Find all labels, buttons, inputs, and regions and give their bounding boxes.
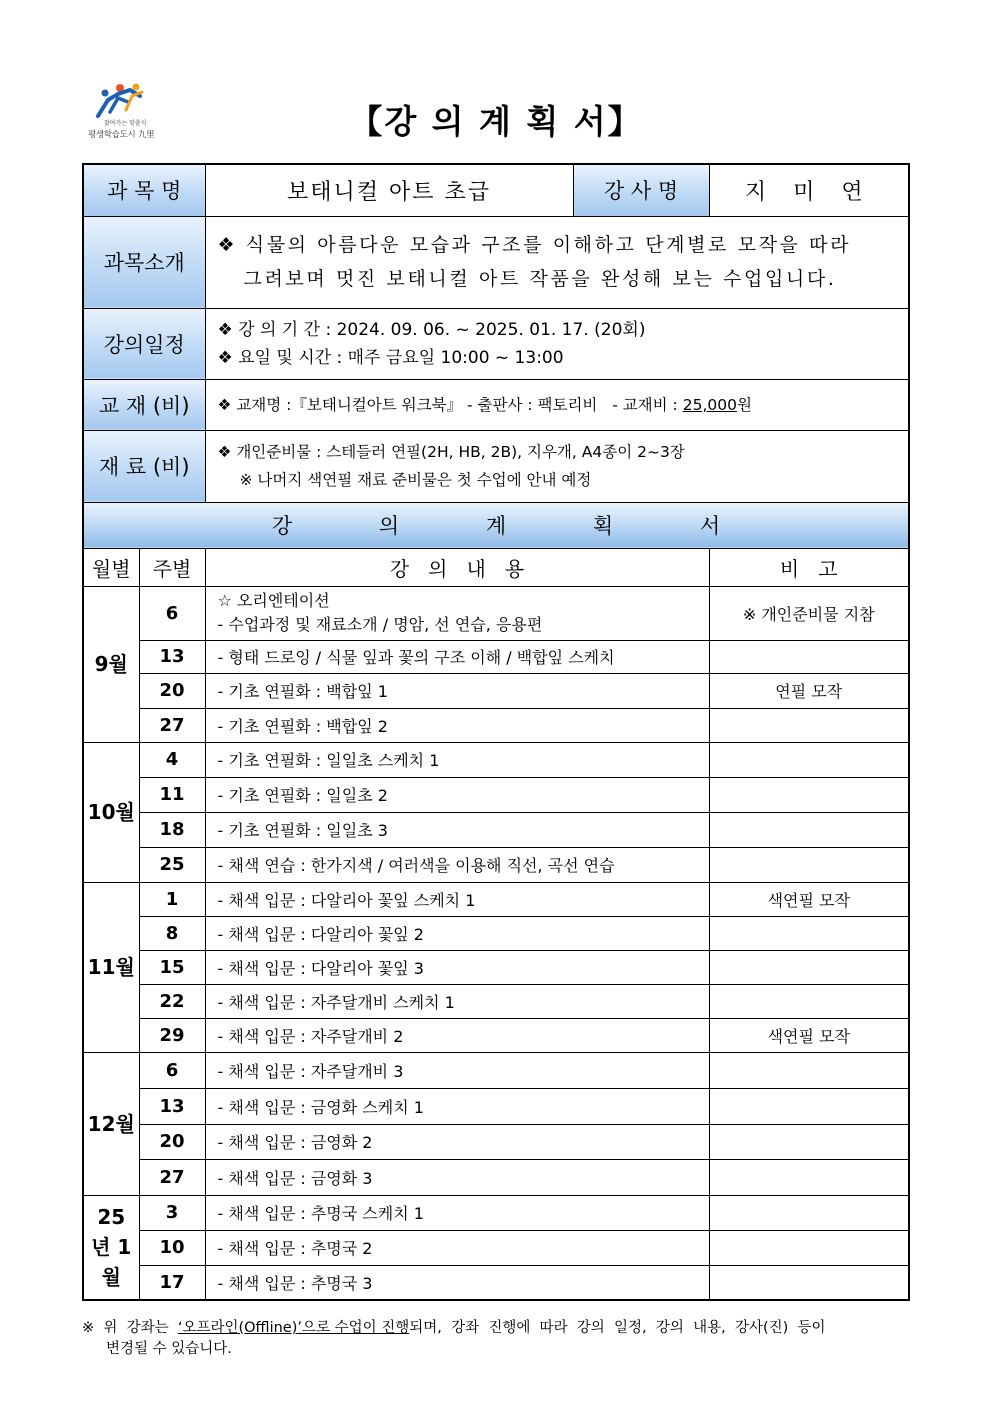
material-line-1: ❖ 개인준비물 : 스테들러 연필(2H, HB, 2B), 지우개, A4종이 2~3장	[217, 443, 685, 461]
textbook-text	[205, 379, 909, 430]
table-row	[83, 984, 909, 1018]
subject-value: 보태니컬 아트 초급	[205, 164, 573, 216]
instructor-label: 강 사 명	[573, 164, 709, 216]
content-cell: - 채색 입문 : 자주달개비 2	[205, 1018, 709, 1052]
note-cell	[709, 777, 909, 812]
content-cell: - 기초 연필화 : 일일초 3	[205, 812, 709, 847]
content-cell: - 채색 입문 : 다알리아 꽃잎 2	[205, 916, 709, 950]
footer-offline-note: ‘오프라인(Offline)’으로 수업이 진행	[177, 1320, 410, 1336]
content-cell: - 채색 연습 : 한가지색 / 여러색을 이용해 직선, 곡선 연습	[205, 847, 709, 882]
footer-suffix: 되며, 강좌 진행에 따라 강의 일정, 강의 내용, 강사(진) 등이	[409, 1320, 826, 1336]
textbook-fee-unit: 원	[736, 395, 752, 414]
section-char-4: 획	[592, 514, 614, 538]
note-cell	[709, 640, 909, 673]
week-cell: 11	[139, 777, 205, 812]
subject-label: 과 목 명	[83, 164, 205, 216]
month-cell: 9월	[83, 586, 139, 742]
page-title: 【강 의 계 획 서】	[349, 102, 643, 141]
table-row	[83, 950, 909, 984]
content-cell	[205, 586, 709, 640]
content-cell: - 기초 연필화 : 일일초 2	[205, 777, 709, 812]
note-cell	[709, 812, 909, 847]
section-char-2: 의	[378, 514, 400, 538]
note-cell: 색연필 모작	[709, 1018, 909, 1052]
content-cell: - 채색 입문 : 추명국 2	[205, 1230, 709, 1265]
week-cell: 17	[139, 1265, 205, 1300]
lecture-plan-table	[82, 163, 910, 1301]
material-label: 재 료 (비)	[83, 430, 205, 502]
schedule-label: 강의일정	[83, 308, 205, 379]
section-char-3: 계	[485, 514, 507, 538]
note-cell	[709, 1088, 909, 1124]
month-cell: 10월	[83, 742, 139, 882]
footer-line-1	[82, 1318, 912, 1339]
note-cell: 색연필 모작	[709, 882, 909, 916]
week-cell: 1	[139, 882, 205, 916]
table-row	[83, 1018, 909, 1052]
content-cell: - 기초 연필화 : 일일초 스케치 1	[205, 742, 709, 777]
table-row	[83, 708, 909, 742]
intro-text	[205, 216, 909, 308]
footer-notice	[82, 1318, 912, 1360]
col-note-header: 비 고	[709, 548, 909, 586]
schedule-period: ❖ 강 의 기 간 : 2024. 09. 06. ~ 2025. 01. 17. (20회)	[217, 319, 646, 340]
note-cell: 연필 모작	[709, 673, 909, 708]
week-cell: 20	[139, 673, 205, 708]
week-cell: 27	[139, 708, 205, 742]
material-line-2: ※ 나머지 색연필 재료 준비물은 첫 수업에 안내 예정	[239, 471, 592, 489]
textbook-info: ❖ 교재명 :『보태니컬아트 워크북』 - 출판사 : 팩토리비 - 교재비 :	[217, 395, 683, 414]
content-cell: - 채색 입문 : 금영화 스케치 1	[205, 1088, 709, 1124]
note-cell	[709, 950, 909, 984]
col-content-header: 강 의 내 용	[205, 548, 709, 586]
note-cell: ※ 개인준비물 지참	[709, 586, 909, 640]
note-cell	[709, 916, 909, 950]
week-cell: 22	[139, 984, 205, 1018]
week-cell: 25	[139, 847, 205, 882]
content-cell: - 채색 입문 : 다알리아 꽃잎 3	[205, 950, 709, 984]
table-row	[83, 1159, 909, 1195]
section-char-5: 서	[699, 514, 721, 538]
table-row	[83, 640, 909, 673]
content-cell: - 채색 입문 : 추명국 스케치 1	[205, 1195, 709, 1230]
month-cell: 12월	[83, 1052, 139, 1195]
content-cell: - 채색 입문 : 금영화 2	[205, 1124, 709, 1159]
content-cell: - 기초 연필화 : 백합잎 1	[205, 673, 709, 708]
week-cell: 10	[139, 1230, 205, 1265]
week-cell: 13	[139, 1088, 205, 1124]
textbook-label: 교 재 (비)	[83, 379, 205, 430]
note-cell	[709, 984, 909, 1018]
content-cell: - 채색 입문 : 자주달개비 3	[205, 1052, 709, 1088]
note-cell	[709, 708, 909, 742]
plan-section-title	[83, 502, 909, 548]
logo-caption-bottom: 평생학습도시 九里	[88, 130, 155, 140]
logo-caption-top: 찾아가는 맞춤식	[104, 120, 147, 127]
schedule-text	[205, 308, 909, 379]
section-char-1: 강	[271, 514, 293, 538]
table-row	[83, 1088, 909, 1124]
table-row	[83, 882, 909, 916]
table-row	[83, 742, 909, 777]
material-text	[205, 430, 909, 502]
note-cell	[709, 742, 909, 777]
orientation-title: ☆ 오리엔테이션	[217, 591, 330, 610]
week-cell: 13	[139, 640, 205, 673]
instructor-value: 지 미 연	[709, 164, 909, 216]
note-cell	[709, 1195, 909, 1230]
table-row	[83, 1230, 909, 1265]
table-row	[83, 1195, 909, 1230]
week-cell: 8	[139, 916, 205, 950]
week-cell: 15	[139, 950, 205, 984]
col-week-header: 주별	[139, 548, 205, 586]
table-row	[83, 586, 909, 640]
content-cell: - 채색 입문 : 자주달개비 스케치 1	[205, 984, 709, 1018]
week-cell: 6	[139, 1052, 205, 1088]
table-row	[83, 1124, 909, 1159]
footer-line-2: 변경될 수 있습니다.	[106, 1341, 232, 1357]
week-cell: 18	[139, 812, 205, 847]
content-cell: - 채색 입문 : 다알리아 꽃잎 스케치 1	[205, 882, 709, 916]
note-cell	[709, 1159, 909, 1195]
table-row	[83, 916, 909, 950]
col-month-header: 월별	[83, 548, 139, 586]
table-row	[83, 847, 909, 882]
schedule-time: ❖ 요일 및 시간 : 매주 금요일 10:00 ~ 13:00	[217, 347, 564, 368]
table-row	[83, 673, 909, 708]
orientation-detail: - 수업과정 및 재료소개 / 명암, 선 연습, 응용편	[217, 615, 543, 634]
content-cell: - 채색 입문 : 금영화 3	[205, 1159, 709, 1195]
week-cell: 6	[139, 586, 205, 640]
intro-line-1: ❖ 식물의 아름다운 모습과 구조를 이해하고 단계별로 모작을 따라	[217, 234, 852, 256]
week-cell: 20	[139, 1124, 205, 1159]
week-cell: 29	[139, 1018, 205, 1052]
footer-prefix: ※ 위 강좌는	[82, 1320, 178, 1336]
week-cell: 3	[139, 1195, 205, 1230]
table-row	[83, 1052, 909, 1088]
month-cell: 11월	[83, 882, 139, 1052]
note-cell	[709, 1230, 909, 1265]
note-cell	[709, 1265, 909, 1300]
note-cell	[709, 1052, 909, 1088]
content-cell: - 형태 드로잉 / 식물 잎과 꽃의 구조 이해 / 백합잎 스케치	[205, 640, 709, 673]
table-row	[83, 777, 909, 812]
week-cell: 4	[139, 742, 205, 777]
table-row	[83, 812, 909, 847]
table-row	[83, 1265, 909, 1300]
content-cell: - 기초 연필화 : 백합잎 2	[205, 708, 709, 742]
note-cell	[709, 1124, 909, 1159]
intro-line-2: 그려보며 멋진 보태니컬 아트 작품을 완성해 보는 수업입니다.	[243, 268, 837, 290]
month-cell: 25년 1월	[83, 1195, 139, 1300]
content-cell: - 채색 입문 : 추명국 3	[205, 1265, 709, 1300]
note-cell	[709, 847, 909, 882]
intro-label: 과목소개	[83, 216, 205, 308]
week-cell: 27	[139, 1159, 205, 1195]
textbook-fee: 25,000	[682, 395, 737, 414]
